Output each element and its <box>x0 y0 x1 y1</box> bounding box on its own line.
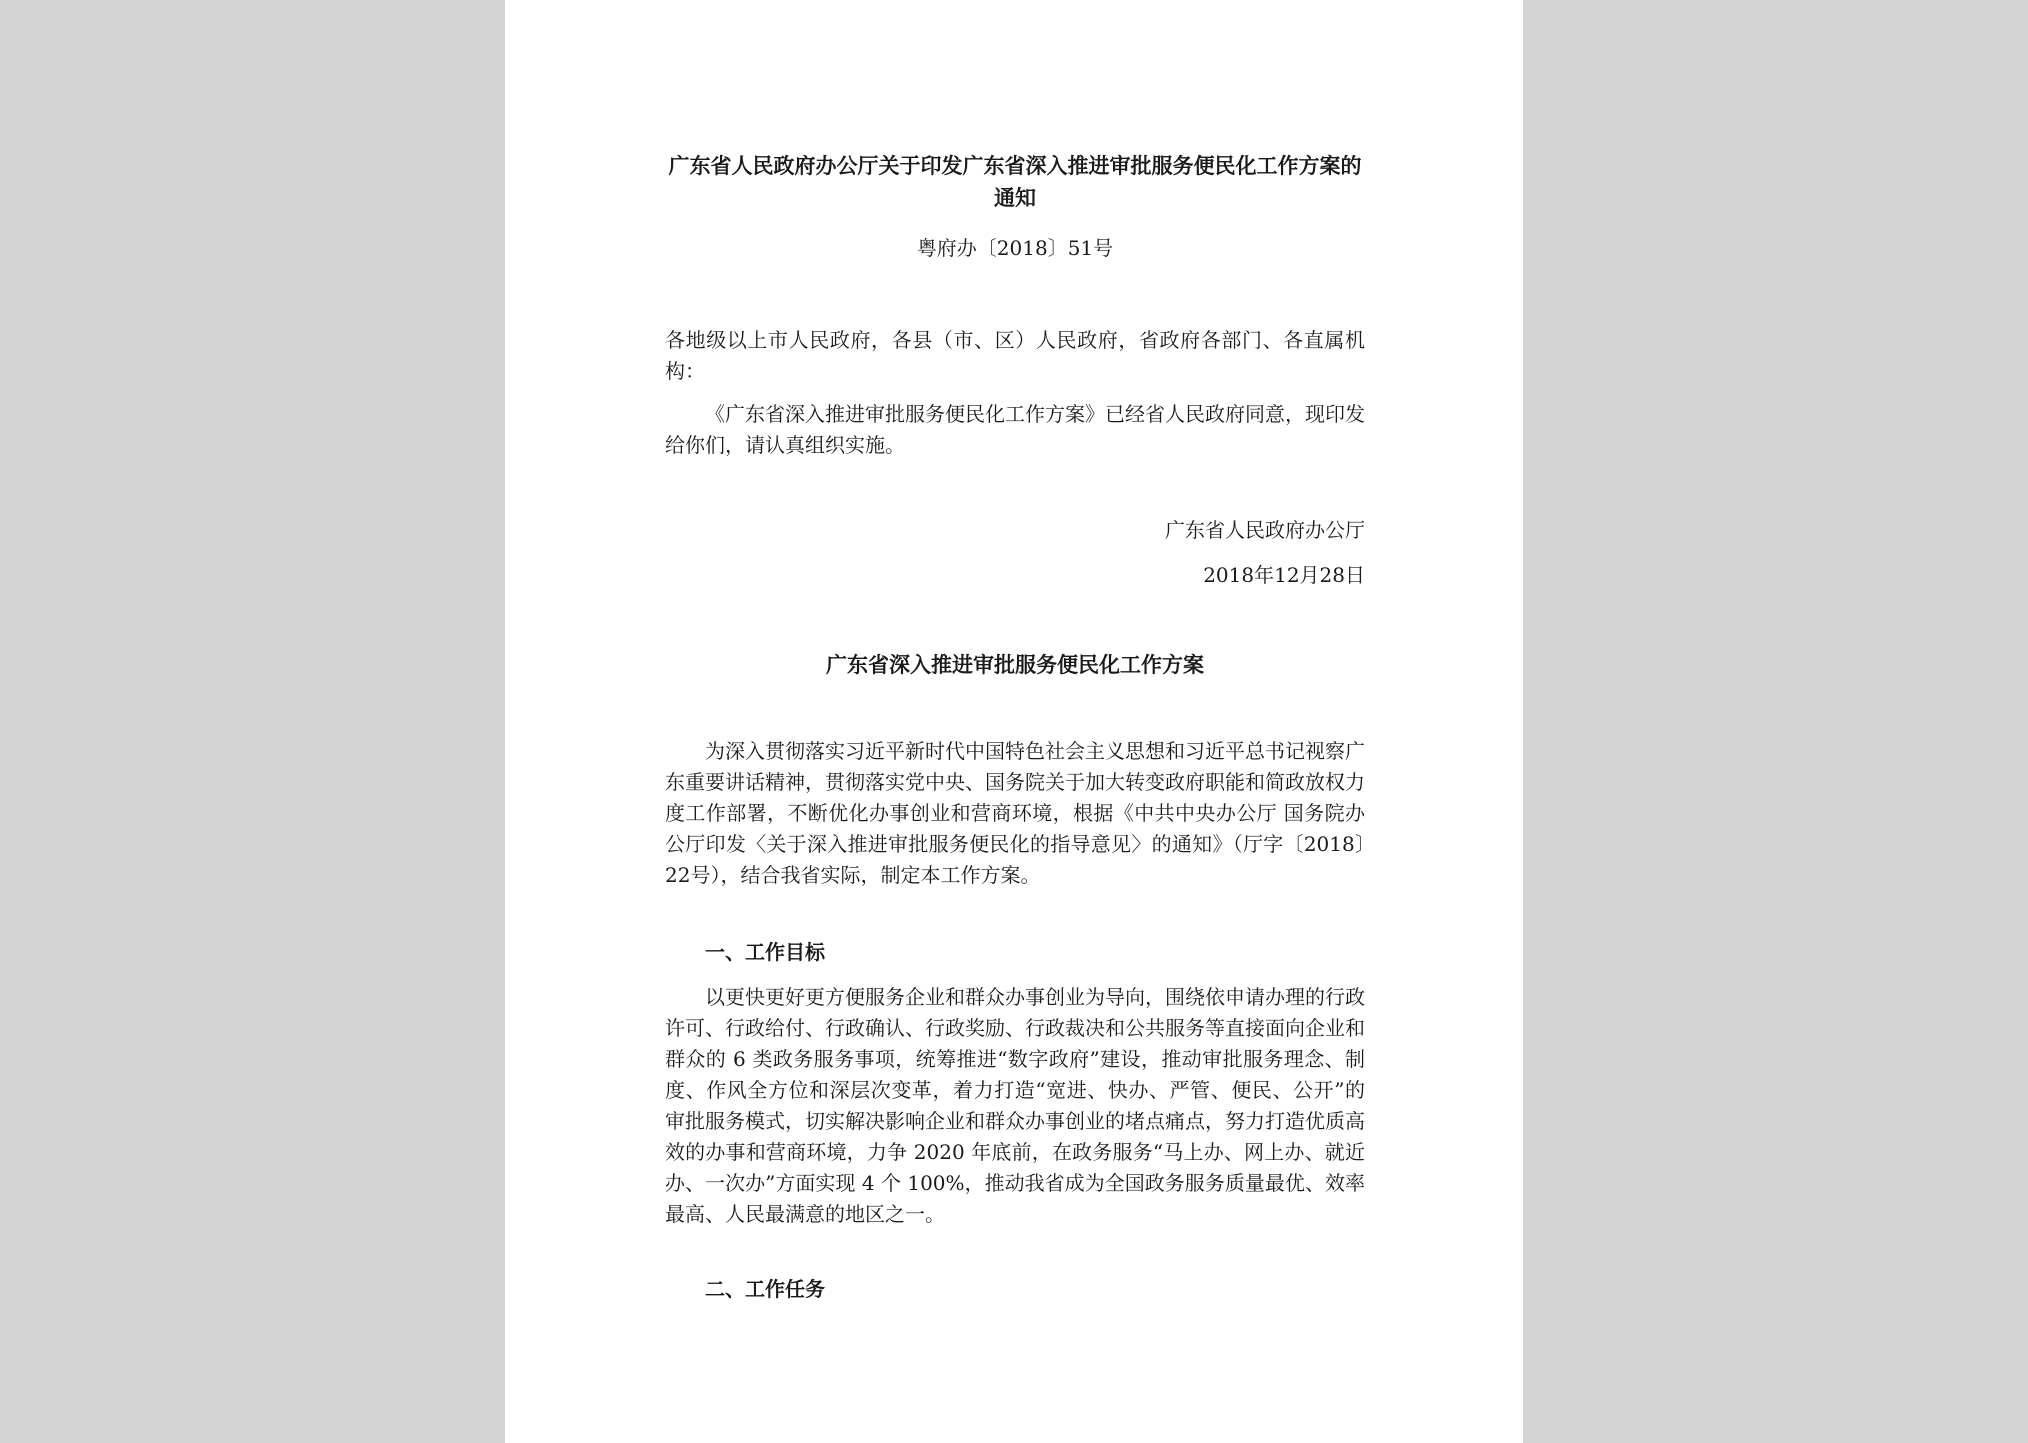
notice-body: 《广东省深入推进审批服务便民化工作方案》已经省人民政府同意，现印发给你们，请认真组织实施。 <box>665 402 1365 457</box>
addressee: 各地级以上市人民政府，各县（市、区）人民政府，省政府各部门、各直属机构： <box>665 328 1365 383</box>
signature-organization: 广东省人民政府办公厅 <box>1165 518 1365 542</box>
section-body-goals: 以更快更好更方便服务企业和群众办事创业为导向，围绕依申请办理的行政许可、行政给付、行政确认、行政奖励、行政裁决和公共服务等直接面向企业和群众的 6 类政务服务事项，统筹推进“数字政府”建设，推动审批服务理念、制度、作风全方位和深层次变革，着力打造“宽进、快办、严管、便民、公开”的审批服务模式，切实解决影响企业和群众办事创业的堵点痛点，努力打造优质高效的办事和营商环境，力争 2020 年底前，在政务服务“马上办、网上办、就近办、一次办”方面实现 4 个 100%，推动我省成为全国政务服务质量最优、效率最高、人民最满意的地区之一。 <box>665 985 1365 1226</box>
signature-date: 2018年12月28日 <box>1203 563 1365 587</box>
document-number: 粤府办〔2018〕51号 <box>916 236 1114 260</box>
document-page <box>505 0 1523 1443</box>
section-heading-goals: 一、工作目标 <box>705 940 825 964</box>
plan-intro: 为深入贯彻落实习近平新时代中国特色社会主义思想和习近平总书记视察广东重要讲话精神，贯彻落实党中央、国务院关于加大转变政府职能和简政放权力度工作部署，不断优化办事创业和营商环境，根据《中共中央办公厅 国务院办公厅印发〈关于深入推进审批服务便民化的指导意见〉的通知》（厅字〔2018〕22号），结合我省实际，制定本工作方案。 <box>665 739 1365 887</box>
section-heading-tasks: 二、工作任务 <box>705 1277 825 1301</box>
document-title: 广东省人民政府办公厅关于印发广东省深入推进审批服务便民化工作方案的通知 <box>668 153 1362 210</box>
plan-title: 广东省深入推进审批服务便民化工作方案 <box>826 652 1204 677</box>
